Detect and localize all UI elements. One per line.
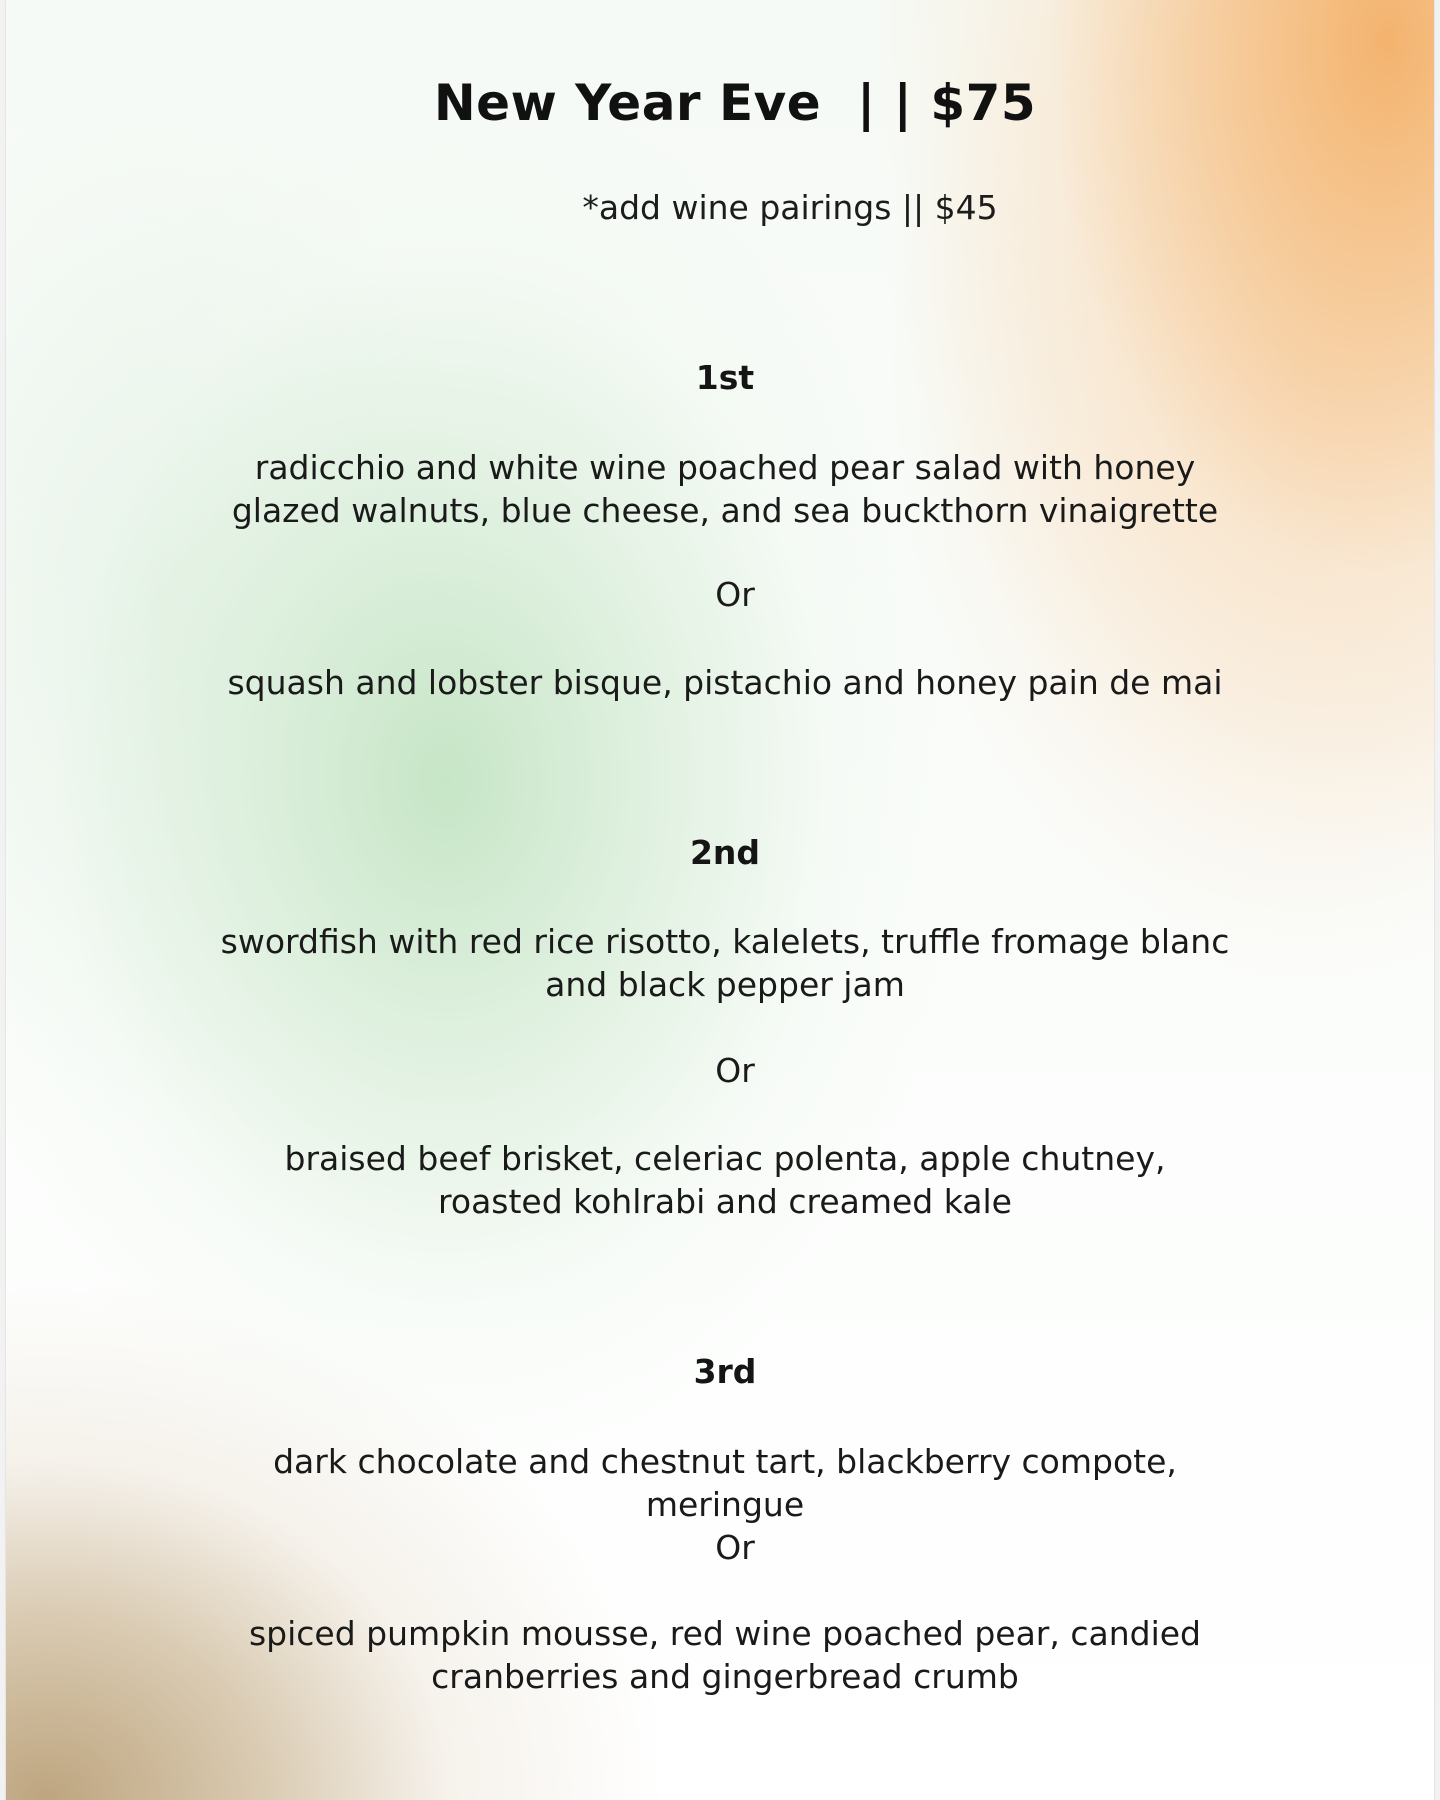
course-1-option-b: squash and lobster bisque, pistachio and honey pain de mai	[227, 663, 1223, 702]
course-heading-2nd: 2nd	[689, 833, 761, 872]
menu-title: New Year Eve | | $75	[433, 74, 1037, 132]
course-heading-3rd: 3rd	[693, 1352, 757, 1391]
course-2-or: Or	[715, 1051, 755, 1090]
course-3-or: Or	[715, 1528, 755, 1567]
course-1-or: Or	[715, 575, 755, 614]
menu-card	[6, 0, 1434, 1800]
wine-pairing-note: *add wine pairings || $45	[582, 188, 998, 227]
course-3-option-a: dark chocolate and chestnut tart, blackberry compote, meringue	[273, 1442, 1177, 1524]
course-1-option-a: radicchio and white wine poached pear salad with honey glazed walnuts, blue cheese, and sea buckthorn vinaigrette	[231, 448, 1219, 530]
course-2-option-b: braised beef brisket, celeriac polenta, apple chutney, roasted kohlrabi and creamed kale	[284, 1139, 1166, 1221]
course-3-option-b: spiced pumpkin mousse, red wine poached pear, candied cranberries and gingerbread crumb	[248, 1614, 1202, 1696]
menu-content	[6, 0, 1434, 1800]
course-2-option-a: swordfish with red rice risotto, kalelets, truffle fromage blanc and black pepper jam	[220, 922, 1230, 1004]
course-heading-1st: 1st	[695, 358, 755, 397]
